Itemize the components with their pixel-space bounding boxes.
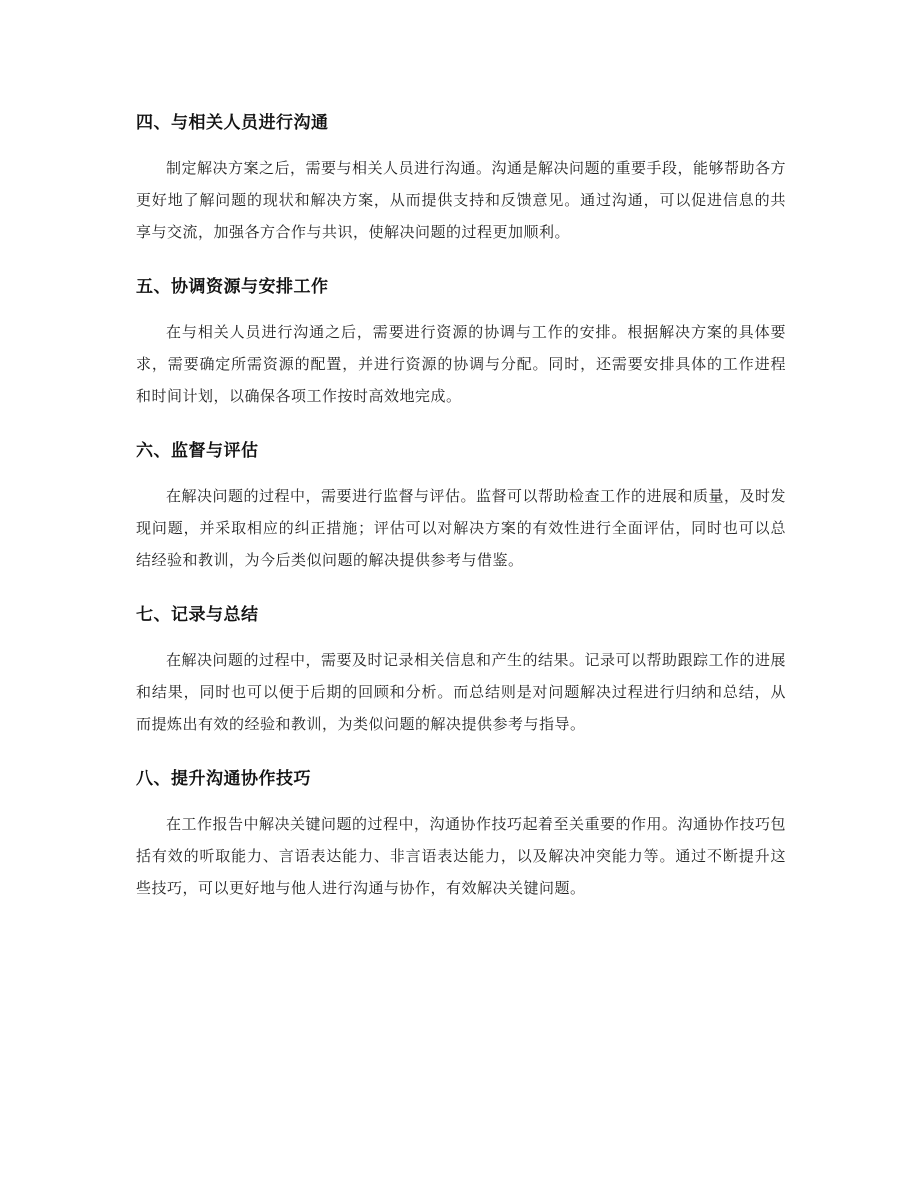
section-paragraph: 在解决问题的过程中，需要及时记录相关信息和产生的结果。记录可以帮助跟踪工作的进展和结果，同时也可以便于后期的回顾和分析。而总结则是对问题解决过程进行归纳和总结，从而提炼出有效的经验和教训，为类似问题的解决提供参考与指导。 [136, 651, 787, 733]
section-heading: 八、提升沟通协作技巧 [136, 769, 311, 789]
section-supervise-evaluate [136, 436, 786, 576]
section-paragraph: 在工作报告中解决关键问题的过程中，沟通协作技巧起着至关重要的作用。沟通协作技巧包括有效的听取能力、言语表达能力、非言语表达能力，以及解决冲突能力等。通过不断提升这些技巧，可以更好地与他人进行沟通与协作，有效解决关键问题。 [136, 815, 787, 897]
section-record-summarize [136, 600, 786, 740]
section-heading: 四、与相关人员进行沟通 [136, 113, 329, 133]
section-paragraph: 制定解决方案之后，需要与相关人员进行沟通。沟通是解决问题的重要手段，能够帮助各方更好地了解问题的现状和解决方案，从而提供支持和反馈意见。通过沟通，可以促进信息的共享与交流，加强各方合作与共识，使解决问题的过程更加顺利。 [136, 159, 787, 241]
section-heading: 七、记录与总结 [136, 605, 259, 625]
section-coordinate-resources [136, 272, 786, 412]
section-paragraph: 在解决问题的过程中，需要进行监督与评估。监督可以帮助检查工作的进展和质量，及时发现问题，并采取相应的纠正措施；评估可以对解决方案的有效性进行全面评估，同时也可以总结经验和教训，为今后类似问题的解决提供参考与借鉴。 [136, 487, 787, 569]
section-paragraph: 在与相关人员进行沟通之后，需要进行资源的协调与工作的安排。根据解决方案的具体要求，需要确定所需资源的配置，并进行资源的协调与分配。同时，还需要安排具体的工作进程和时间计划，以确保各项工作按时高效地完成。 [136, 323, 786, 405]
section-heading: 六、监督与评估 [136, 441, 259, 461]
section-heading: 五、协调资源与安排工作 [136, 277, 329, 297]
document-content [136, 108, 786, 928]
section-communicate [136, 108, 786, 248]
section-improve-skills [136, 764, 786, 904]
